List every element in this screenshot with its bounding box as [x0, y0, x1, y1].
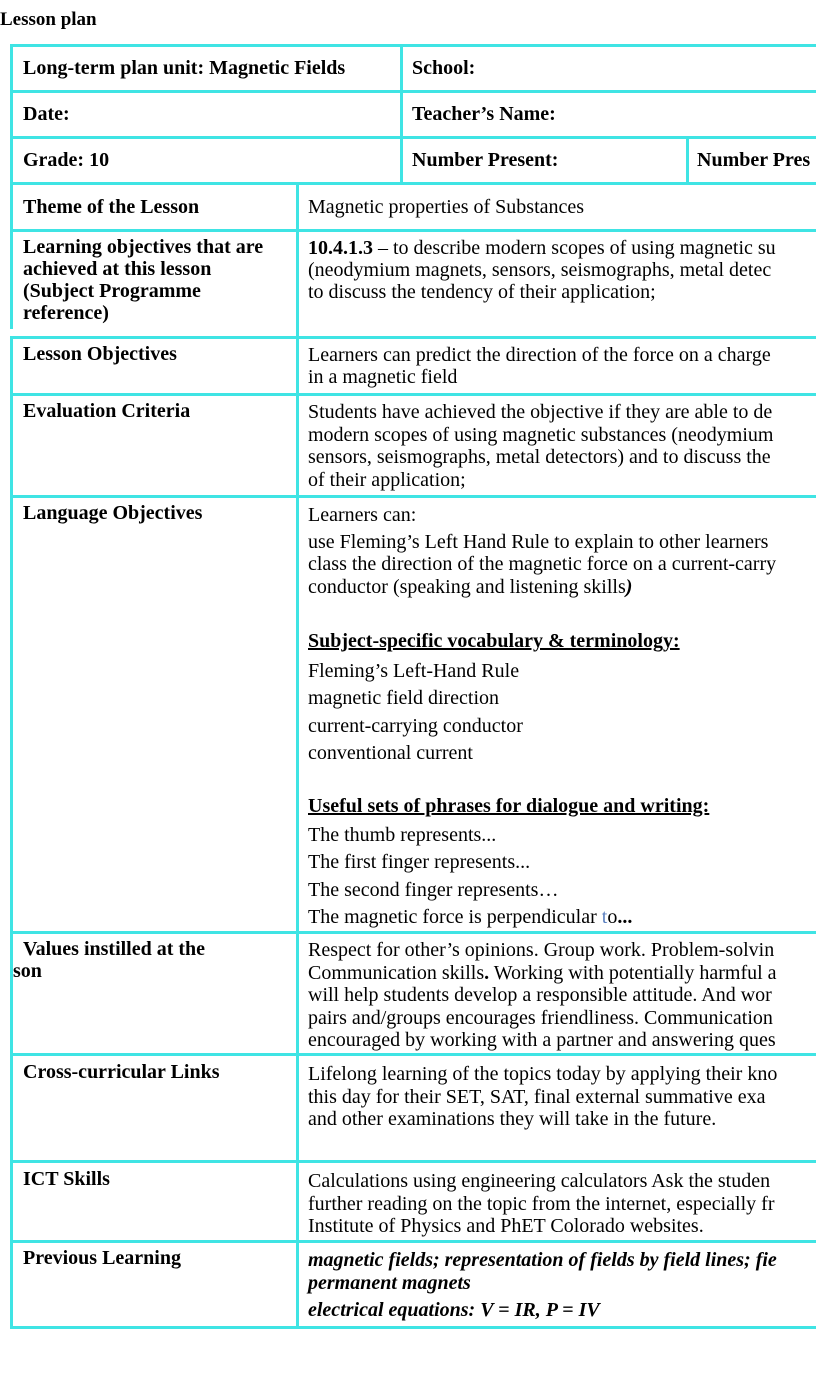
evaluation-criteria-text: Students have achieved the objective if they are able to de modern scopes of using magnetic substances (neodymium sensors, seismographs, metal detectors) and to discuss the of their application;: [308, 401, 774, 491]
previous-learning-label: Previous Learning: [23, 1247, 181, 1269]
cross-curricular-text: Lifelong learning of the topics today by applying their kno this day for their SET, SAT, final external summative exa and other examinations they will take in the future.: [308, 1063, 778, 1130]
ict-skills-text: Calculations using engineering calculators Ask the studen further reading on the topic from the internet, especially fr Institute of Physics and PhET Colorado websites.: [308, 1170, 775, 1237]
unit-label: Long-term plan unit: Magnetic Fields: [23, 57, 346, 79]
document-title: Lesson plan: [0, 9, 97, 30]
cross-curricular-label: Cross-curricular Links: [23, 1061, 220, 1083]
ict-skills-label: ICT Skills: [23, 1168, 110, 1190]
list-item: conventional current: [308, 741, 473, 764]
list-item: magnetic field direction: [308, 687, 500, 710]
theme-text: Magnetic properties of Substances: [308, 196, 585, 218]
phrases-heading: Useful sets of phrases for dialogue and writing:: [308, 795, 710, 817]
vocab-heading: Subject-specific vocabulary & terminology:: [308, 630, 680, 652]
list-item: Fleming’s Left-Hand Rule: [308, 660, 520, 682]
list-item: The first finger represents...: [308, 851, 531, 874]
learning-objectives-label: Learning objectives that are achieved at this lesson (Subject Programme reference): [23, 236, 264, 324]
phrases-list: [308, 822, 632, 931]
list-item: The magnetic force is perpendicular to...: [308, 905, 633, 928]
teacher-name-label: Teacher’s Name:: [412, 103, 556, 125]
lesson-objectives-text: Learners can predict the direction of the force on a charge in a magnetic field: [308, 344, 771, 388]
evaluation-criteria-label: Evaluation Criteria: [23, 400, 191, 422]
grade-label: Grade: 10: [23, 149, 110, 171]
theme-label: Theme of the Lesson: [23, 196, 200, 218]
language-objectives-text: Learners can: use Fleming’s Left Hand Rule to explain to other learners class the direction of the magnetic force on a current-carry conductor (speaking and listening skills): [308, 504, 777, 598]
number-present-label: Number Present:: [412, 149, 559, 171]
previous-learning-text: magnetic fields; representation of fields by field lines; fie permanent magnets electrical equations: V = IR, P = IV: [308, 1249, 777, 1321]
school-label: School:: [412, 57, 476, 79]
list-item: The second finger represents…: [308, 878, 559, 901]
objective-code: 10.4.1.3: [308, 237, 373, 259]
language-objectives-label: Language Objectives: [23, 502, 203, 524]
learning-objectives-text: 10.4.1.3 – to describe modern scopes of using magnetic su (neodymium magnets, sensors, seismographs, metal detec to discuss the tendency of their application;: [308, 237, 776, 303]
values-text: Respect for other’s opinions. Group work. Problem-solvin Communication skills. Working with potentially harmful a will help students develop a responsible attitude. And wor pairs and/groups encourages friendliness. Communication encouraged by working with a partner and answering ques: [308, 939, 777, 1051]
values-label: Values instilled at the: [23, 938, 206, 960]
date-label: Date:: [23, 103, 70, 125]
values-label-continued: son: [13, 960, 42, 982]
list-item: current-carrying conductor: [308, 714, 523, 737]
number-present-label-2: Number Pres: [697, 149, 811, 171]
vocab-list: [308, 658, 523, 767]
lesson-objectives-label: Lesson Objectives: [23, 343, 177, 365]
list-item: The thumb represents...: [308, 824, 497, 846]
